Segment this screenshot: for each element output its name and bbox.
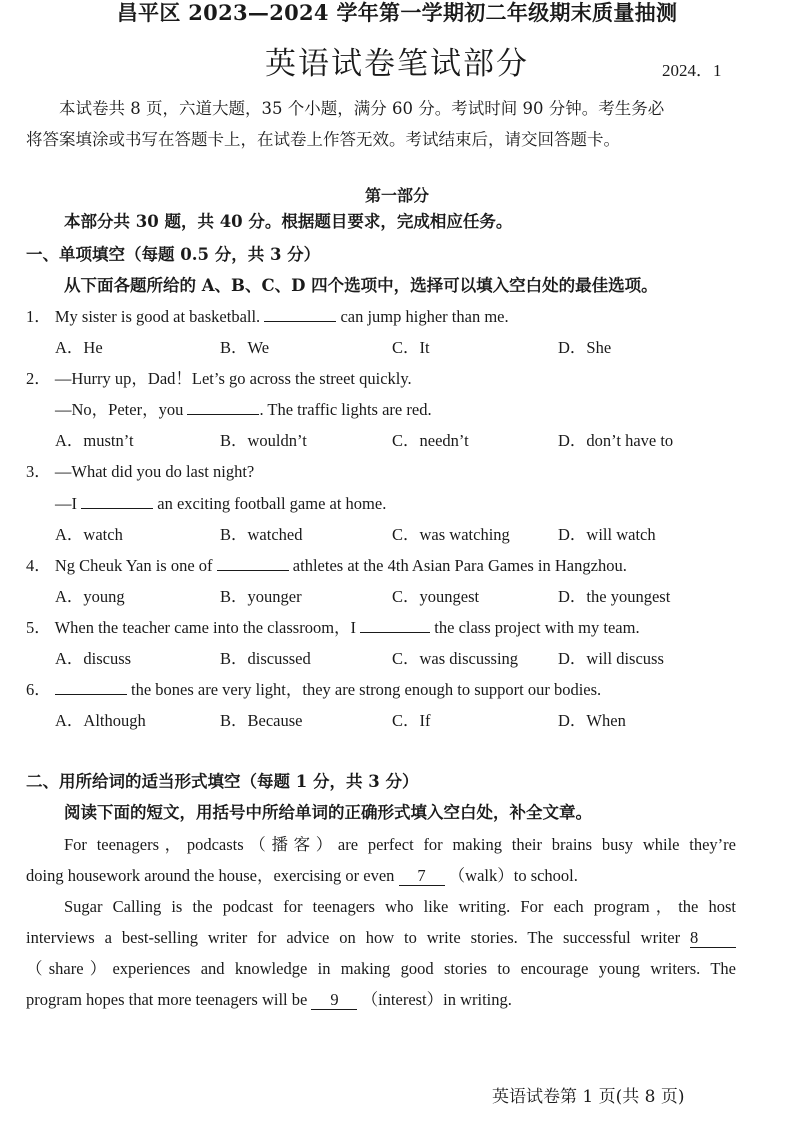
- q1-option-a: A．He: [55, 338, 103, 357]
- q5-option-b: B．discussed: [220, 649, 311, 668]
- q6-option-c: C．If: [392, 711, 431, 730]
- question-2: [26, 368, 412, 390]
- question-number: 3．: [26, 462, 51, 481]
- q1-option-c: C．It: [392, 338, 430, 357]
- section-two-heading: 二、用所给词的适当形式填空（每题 1 分，共 3 分）: [26, 772, 419, 791]
- question-text: . The traffic lights are red.: [259, 400, 432, 419]
- passage-text: （interest）in writing.: [361, 990, 512, 1009]
- q4-option-b: B．younger: [220, 587, 302, 606]
- answer-blank: [217, 556, 289, 571]
- answer-blank: [360, 618, 430, 633]
- question-5: [26, 617, 640, 639]
- question-text: When the teacher came into the classroom，I: [54, 618, 357, 637]
- passage-text: （walk）to school.: [448, 866, 578, 885]
- q3-option-b: B．watched: [220, 525, 303, 544]
- question-text: —Hurry up，Dad！Let’s go across the street quickly.: [54, 369, 412, 388]
- answer-blank: [187, 400, 259, 415]
- q4-option-c: C．youngest: [392, 587, 480, 606]
- cloze-passage: [26, 829, 736, 1015]
- question-text: an exciting football game at home.: [157, 494, 387, 513]
- answer-blank: [81, 494, 153, 509]
- question-text: can jump higher than me.: [340, 307, 509, 326]
- passage-text: interviews a best-selling writer for advice on how to write stories. The successful writer: [26, 928, 681, 947]
- question-number: 5．: [26, 618, 51, 637]
- passage-text: doing housework around the house，exercising or even: [26, 866, 395, 885]
- question-1: [26, 306, 509, 328]
- q5-option-c: C．was discussing: [392, 649, 519, 668]
- page-footer: 英语试卷第 1 页(共 8 页): [492, 1087, 685, 1107]
- q2-option-d: D．don’t have to: [558, 431, 674, 450]
- question-number: 1．: [26, 307, 51, 326]
- question-6: [26, 679, 601, 701]
- section-one-instruction: 从下面各题所给的 A、B、C、D 四个选项中，选择可以填入空白处的最佳选项。: [64, 276, 658, 295]
- question-text: the class project with my team.: [434, 618, 640, 637]
- intro-line-1: 本试卷共 8 页，六道大题，35 个小题，满分 60 分。考试时间 90 分钟。考生务必: [59, 99, 665, 118]
- passage-line: （share）experiences and knowledge in making good stories to encourage young writers. The: [26, 959, 736, 978]
- question-text: the bones are very light，they are strong enough to support our bodies.: [131, 680, 602, 699]
- question-2-reply: [55, 399, 432, 421]
- section-one-heading: 一、单项填空（每题 0.5 分，共 3 分）: [26, 245, 321, 264]
- q6-option-d: D．When: [558, 711, 626, 730]
- q6-option-b: B．Because: [220, 711, 303, 730]
- question-3-reply: [55, 493, 386, 515]
- question-text: —What did you do last night?: [54, 462, 255, 481]
- q1-option-b: B．We: [220, 338, 270, 357]
- question-text: athletes at the 4th Asian Para Games in Hangzhou.: [292, 556, 627, 575]
- blank-7: 7: [399, 867, 445, 886]
- passage-line: [26, 860, 736, 891]
- q3-option-d: D．will watch: [558, 525, 656, 544]
- q3-option-c: C．was watching: [392, 525, 510, 544]
- question-4: [26, 555, 627, 577]
- question-text: My sister is good at basketball.: [54, 307, 261, 326]
- question-text: —No，Peter，you: [55, 400, 184, 419]
- question-3: [26, 461, 254, 483]
- question-number: 2．: [26, 369, 51, 388]
- q2-option-b: B．wouldn’t: [220, 431, 307, 450]
- part-one-title: 第一部分: [364, 186, 429, 205]
- q2-option-c: C．needn’t: [392, 431, 469, 450]
- passage-text: program hopes that more teenagers will be: [26, 990, 308, 1009]
- intro-paragraph: [26, 93, 768, 155]
- passage-line: Sugar Calling is the podcast for teenagers who like writing. For each program，the host: [64, 897, 736, 916]
- q1-option-d: D．She: [558, 338, 612, 357]
- question-number: 6．: [26, 680, 51, 699]
- intro-line-2: 将答案填涂或书写在答题卡上，在试卷上作答无效。考试结束后，请交回答题卡。: [26, 130, 620, 149]
- exam-header-title: 昌平区 2023—2024 学年第一学期初二年级期末质量抽测: [116, 0, 678, 25]
- q5-option-d: D．will discuss: [558, 649, 664, 668]
- passage-line: [26, 922, 736, 953]
- part-one-description: 本部分共 30 题，共 40 分。根据题目要求，完成相应任务。: [64, 212, 513, 231]
- section-two-instruction: 阅读下面的短文，用括号中所给单词的正确形式填入空白处，补全文章。: [64, 803, 592, 822]
- question-text: Ng Cheuk Yan is one of: [54, 556, 213, 575]
- q2-option-a: A．mustn’t: [55, 431, 134, 450]
- question-text: —I: [55, 494, 77, 513]
- passage-line: [26, 984, 736, 1015]
- answer-blank: [55, 680, 127, 695]
- blank-9: 9: [311, 991, 357, 1010]
- question-number: 4．: [26, 556, 51, 575]
- q3-option-a: A．watch: [55, 525, 123, 544]
- q4-option-a: A．young: [55, 587, 125, 606]
- blank-8: 8: [690, 929, 736, 948]
- answer-blank: [264, 307, 336, 322]
- paper-title: 英语试卷笔试部分: [265, 46, 529, 82]
- exam-date: 2024．1: [662, 61, 722, 80]
- q6-option-a: A．Although: [55, 711, 146, 730]
- q5-option-a: A．discuss: [55, 649, 132, 668]
- passage-line: For teenagers，podcasts（播客）are perfect for making their brains busy while they’re: [64, 835, 736, 854]
- q4-option-d: D．the youngest: [558, 587, 671, 606]
